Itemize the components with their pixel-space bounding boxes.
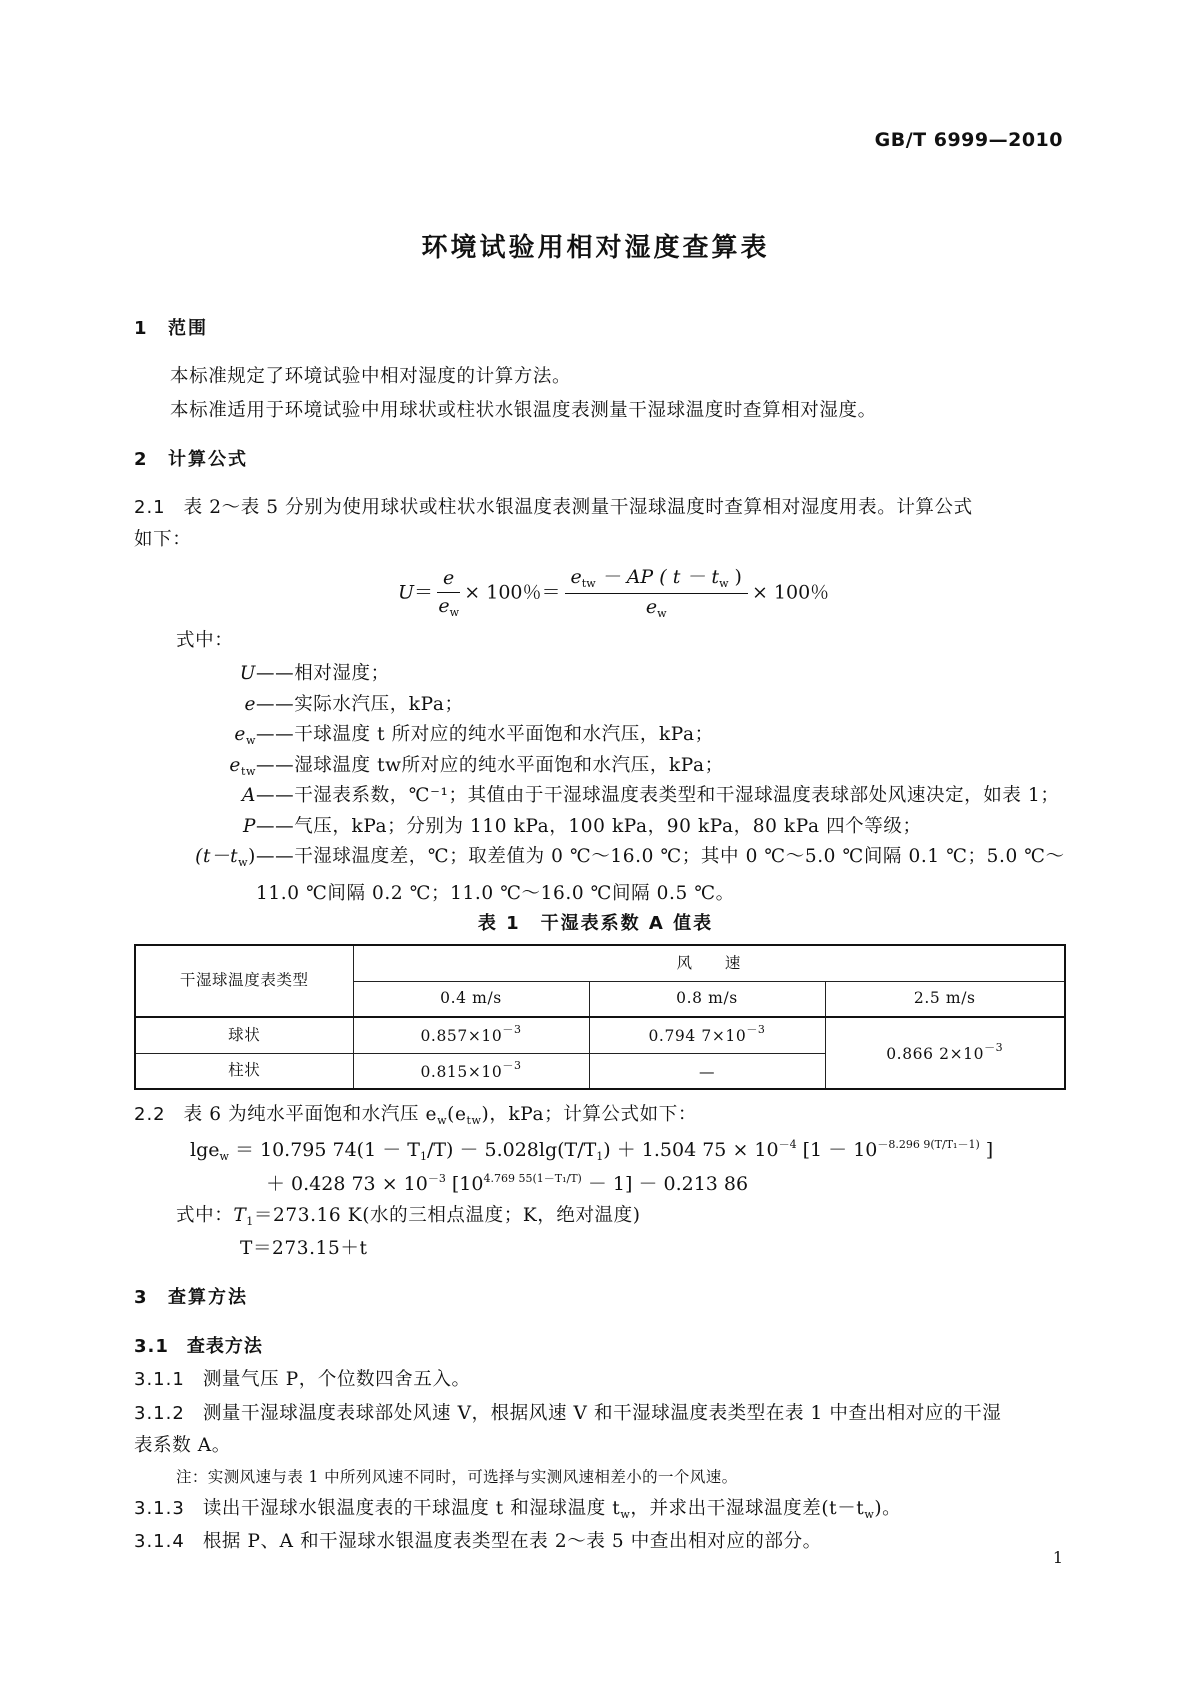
f2-sub: 1 — [596, 1150, 604, 1163]
definition-text: 干湿表系数，℃⁻¹；其值由于干湿球温度表类型和干湿球温度表球部处风速决定，如表 1； — [294, 785, 1060, 806]
cell-value: 0.857×10 — [420, 1027, 503, 1046]
f2-part: － 1] － 0.213 86 — [581, 1173, 749, 1195]
clause-2-2-text-c: )，kPa；计算公式如下： — [481, 1104, 697, 1125]
cell-value: — — [698, 1062, 716, 1081]
item-3-1-3-text-c: )。 — [874, 1498, 902, 1519]
item-3-1-3 — [134, 1495, 901, 1524]
row-type-bulb: 球状 — [135, 1017, 353, 1053]
f2-sub: w — [219, 1150, 229, 1163]
section-1-title: 范围 — [168, 318, 208, 339]
t1-symbol: T — [233, 1205, 247, 1226]
section-3-title: 查算方法 — [168, 1287, 248, 1308]
item-3-1-3-text-b: ，并求出干湿球温度差(t－t — [630, 1498, 865, 1519]
page-number: 1 — [1052, 1548, 1063, 1567]
definition-text: 干湿球温度差，℃；取差值为 0 ℃～16.0 ℃；其中 0 ℃～5.0 ℃间隔 0.1 ℃；5.0 ℃～ — [294, 846, 1065, 867]
cell-exponent: －3 — [502, 1023, 522, 1037]
fraction-2-den-sub: w — [657, 606, 667, 620]
item-3-1-3-number: 3.1.3 — [134, 1498, 185, 1519]
item-3-1-1-text: 测量气压 P，个位数四舍五入。 — [202, 1369, 471, 1390]
symbol-end: ) — [248, 846, 256, 867]
definition-dash: —— — [256, 754, 295, 776]
f2-part: [10 — [445, 1173, 484, 1195]
definition-dash: —— — [256, 846, 295, 867]
fraction-1-den-base: e — [438, 595, 450, 618]
cell-value: 0.866 2×10 — [886, 1044, 985, 1063]
clause-2-2-number: 2.2 — [134, 1104, 166, 1125]
symbol-base: U — [239, 663, 256, 684]
symbol-base: P — [242, 815, 256, 837]
definition-symbol — [0, 843, 256, 872]
f2-sup: －8.296 9(T/T₁－1) — [877, 1138, 980, 1151]
fraction-2-numerator — [565, 566, 748, 594]
table-row — [135, 1017, 1065, 1053]
section-2-number: 2 — [134, 449, 149, 470]
definition-row — [0, 813, 922, 841]
saturation-vapor-formula-line-2 — [266, 1170, 748, 1199]
clause-3-1-heading — [134, 1333, 263, 1360]
table-header-row-1 — [135, 945, 1065, 981]
section-3-heading — [134, 1284, 248, 1311]
cell-value: 0.794 7×10 — [648, 1027, 747, 1046]
item-3-1-2-continuation: 表系数 A。 — [134, 1435, 231, 1456]
fraction-1-denominator — [437, 593, 460, 620]
definition-dash: —— — [256, 724, 295, 745]
symbol-sub: w — [238, 856, 249, 869]
fraction-2-den-base: e — [645, 595, 658, 618]
formula-times-100-a: × 100％ — [464, 581, 542, 604]
definition-row — [0, 660, 390, 688]
symbol-sub: tw — [240, 764, 256, 778]
t1-sub: 1 — [246, 1215, 254, 1228]
standard-code: GB/T 6999—2010 — [874, 129, 1063, 151]
item-3-1-4 — [134, 1528, 822, 1556]
clause-2-2-text-b: (e — [447, 1104, 467, 1125]
cell-exponent: －3 — [502, 1058, 522, 1072]
clause-3-1-number: 3.1 — [134, 1336, 169, 1357]
formula-eq-2: ＝ — [541, 581, 561, 604]
formula-times-100-b: × 100％ — [751, 581, 830, 604]
definition-text: 湿球温度 tw所对应的纯水平面饱和水汽压，kPa； — [294, 754, 724, 776]
formula-eq-1: ＝ — [414, 581, 434, 604]
f2-sup: －3 — [427, 1172, 446, 1185]
definition-text: 实际水汽压，kPa； — [294, 693, 464, 715]
where-2-t1 — [176, 1202, 641, 1231]
definition-symbol — [0, 721, 256, 750]
f2-sub: 1 — [419, 1150, 427, 1163]
section-1-number: 1 — [134, 318, 149, 339]
item-3-1-3-sub: w — [620, 1508, 631, 1521]
symbol-sub: w — [245, 734, 256, 747]
definition-symbol — [0, 660, 256, 688]
definition-symbol — [0, 691, 256, 719]
f2-part: [1 － 10 — [796, 1139, 878, 1161]
section-3-number: 3 — [134, 1287, 149, 1308]
clause-2-2-sub-2: tw — [466, 1114, 482, 1127]
header-speed-0-8: 0.8 m/s — [589, 981, 825, 1017]
fraction-2-denominator — [565, 594, 748, 621]
fraction-1-numerator: e — [437, 567, 460, 594]
clause-2-2-sub-1: w — [437, 1114, 448, 1127]
cell-bulb-0-4 — [353, 1017, 589, 1053]
definition-row — [0, 752, 724, 781]
f2-part: ＝ 10.795 74(1 － T — [228, 1139, 420, 1161]
relative-humidity-formula — [398, 566, 829, 621]
header-thermometer-type: 干湿球温度表类型 — [135, 945, 353, 1017]
item-3-1-1 — [134, 1366, 471, 1394]
definition-row — [0, 691, 464, 719]
definition-symbol — [0, 813, 256, 841]
clause-2-2 — [134, 1101, 697, 1130]
where-2-label: 式中： — [176, 1205, 234, 1226]
section-1-heading — [134, 315, 208, 342]
table-1-caption: 表 1 干湿表系数 A 值表 — [477, 913, 714, 934]
item-3-1-2-text: 测量干湿球温度表球部处风速 V，根据风速 V 和干湿球温度表类型在表 1 中查出相对应的干湿 — [202, 1403, 1002, 1424]
fraction-2-num-sub: tw — [581, 577, 596, 590]
f2-part: ) ＋ 1.504 75 × 10 — [603, 1139, 779, 1161]
item-3-1-3-text-a: 读出干湿球水银温度表的干球温度 t 和湿球温度 t — [202, 1498, 621, 1519]
cell-column-0-4 — [353, 1053, 589, 1089]
document-title: 环境试验用相对湿度查算表 — [421, 233, 770, 263]
f2-part: lge — [190, 1139, 220, 1161]
definition-dash: —— — [256, 663, 295, 684]
definition-dash: —— — [256, 815, 295, 837]
note: 注：实测风速与表 1 中所列风速不同时，可选择与实测风速相差小的一个风速。 — [176, 1468, 738, 1486]
formula-lhs: U — [398, 581, 415, 604]
definition-text: 气压，kPa；分别为 110 kPa，100 kPa，90 kPa，80 kPa 四个等级； — [294, 815, 922, 837]
definition-row — [0, 843, 1065, 872]
item-3-1-3-sub2: w — [864, 1508, 875, 1521]
clause-2-1-text: 表 2～表 5 分别为使用球状或柱状水银温度表测量干湿球温度时查算相对湿度用表。计算公式 — [183, 497, 973, 518]
header-speed-2-5: 2.5 m/s — [825, 981, 1065, 1017]
header-wind-speed: 风 速 — [353, 945, 1065, 981]
item-3-1-4-text: 根据 P、A 和干湿球水银温度表类型在表 2～表 5 中查出相对应的部分。 — [202, 1531, 822, 1552]
definition-text: 干球温度 t 所对应的纯水平面饱和水汽压，kPa； — [294, 724, 714, 745]
fraction-2-num-sub2: w — [719, 577, 729, 590]
formula-fraction-2 — [565, 566, 748, 621]
cell-value: 0.815×10 — [420, 1062, 503, 1081]
symbol-base: e — [229, 754, 241, 776]
clause-2-2-text-a: 表 6 为纯水平面饱和水汽压 e — [183, 1104, 438, 1125]
clause-2-1-number: 2.1 — [134, 497, 166, 518]
f2-part: /T) － 5.028lg(T/T — [426, 1139, 597, 1161]
section-1-paragraph-1: 本标准规定了环境试验中相对湿度的计算方法。 — [170, 366, 572, 387]
cell-bulb-0-8 — [589, 1017, 825, 1053]
fraction-2-num-base: e — [570, 566, 582, 588]
definition-symbol — [0, 782, 256, 810]
definition-row — [0, 782, 1059, 810]
definition-dash: —— — [256, 693, 295, 715]
cell-column-0-8 — [589, 1053, 825, 1089]
row-type-column: 柱状 — [135, 1053, 353, 1089]
item-3-1-1-number: 3.1.1 — [134, 1369, 185, 1390]
clause-3-1-title: 查表方法 — [186, 1336, 263, 1357]
definition-dash: —— — [256, 785, 295, 806]
f2-sup: －4 — [778, 1138, 797, 1151]
item-3-1-4-number: 3.1.4 — [134, 1531, 185, 1552]
f2-part: ] — [979, 1139, 994, 1161]
section-1-paragraph-2: 本标准适用于环境试验中用球状或柱状水银温度表测量干湿球温度时查算相对湿度。 — [170, 400, 877, 421]
table-1-coefficients — [134, 944, 1066, 1090]
definition-continuation: 11.0 ℃间隔 0.2 ℃；11.0 ℃～16.0 ℃间隔 0.5 ℃。 — [256, 883, 735, 904]
where-label: 式中： — [176, 630, 234, 651]
symbol-base: e — [234, 724, 246, 745]
f2-part: ＋ 0.428 73 × 10 — [266, 1173, 428, 1195]
f2-sup: 4.769 55(1－T₁/T) — [483, 1172, 582, 1185]
formula-fraction-1 — [437, 567, 460, 621]
cell-exponent: －3 — [984, 1040, 1004, 1054]
symbol-base: e — [244, 693, 256, 715]
item-3-1-2 — [134, 1400, 1001, 1428]
clause-2-1-line-2: 如下： — [134, 529, 192, 550]
fraction-2-num-end: ) — [728, 566, 742, 588]
definition-symbol — [0, 752, 256, 781]
t1-definition: ＝273.16 K(水的三相点温度；K，绝对温度) — [253, 1205, 641, 1226]
cell-exponent: －3 — [746, 1023, 766, 1037]
symbol-base: (t－t — [195, 846, 239, 867]
clause-2-1-line-1 — [134, 494, 973, 522]
section-2-title: 计算公式 — [168, 449, 248, 470]
header-speed-0-4: 0.4 m/s — [353, 981, 589, 1017]
section-2-heading — [134, 446, 248, 473]
symbol-base: A — [242, 785, 256, 806]
where-2-t: T＝273.15＋t — [240, 1238, 368, 1259]
definition-row — [0, 721, 714, 750]
definition-text: 相对湿度； — [294, 663, 390, 684]
fraction-1-den-sub: w — [449, 606, 459, 620]
fraction-2-num-mid: － AP ( t － t — [595, 566, 720, 588]
saturation-vapor-formula-line-1 — [190, 1136, 993, 1166]
cell-merged-2-5 — [825, 1017, 1065, 1089]
item-3-1-2-number: 3.1.2 — [134, 1403, 185, 1424]
